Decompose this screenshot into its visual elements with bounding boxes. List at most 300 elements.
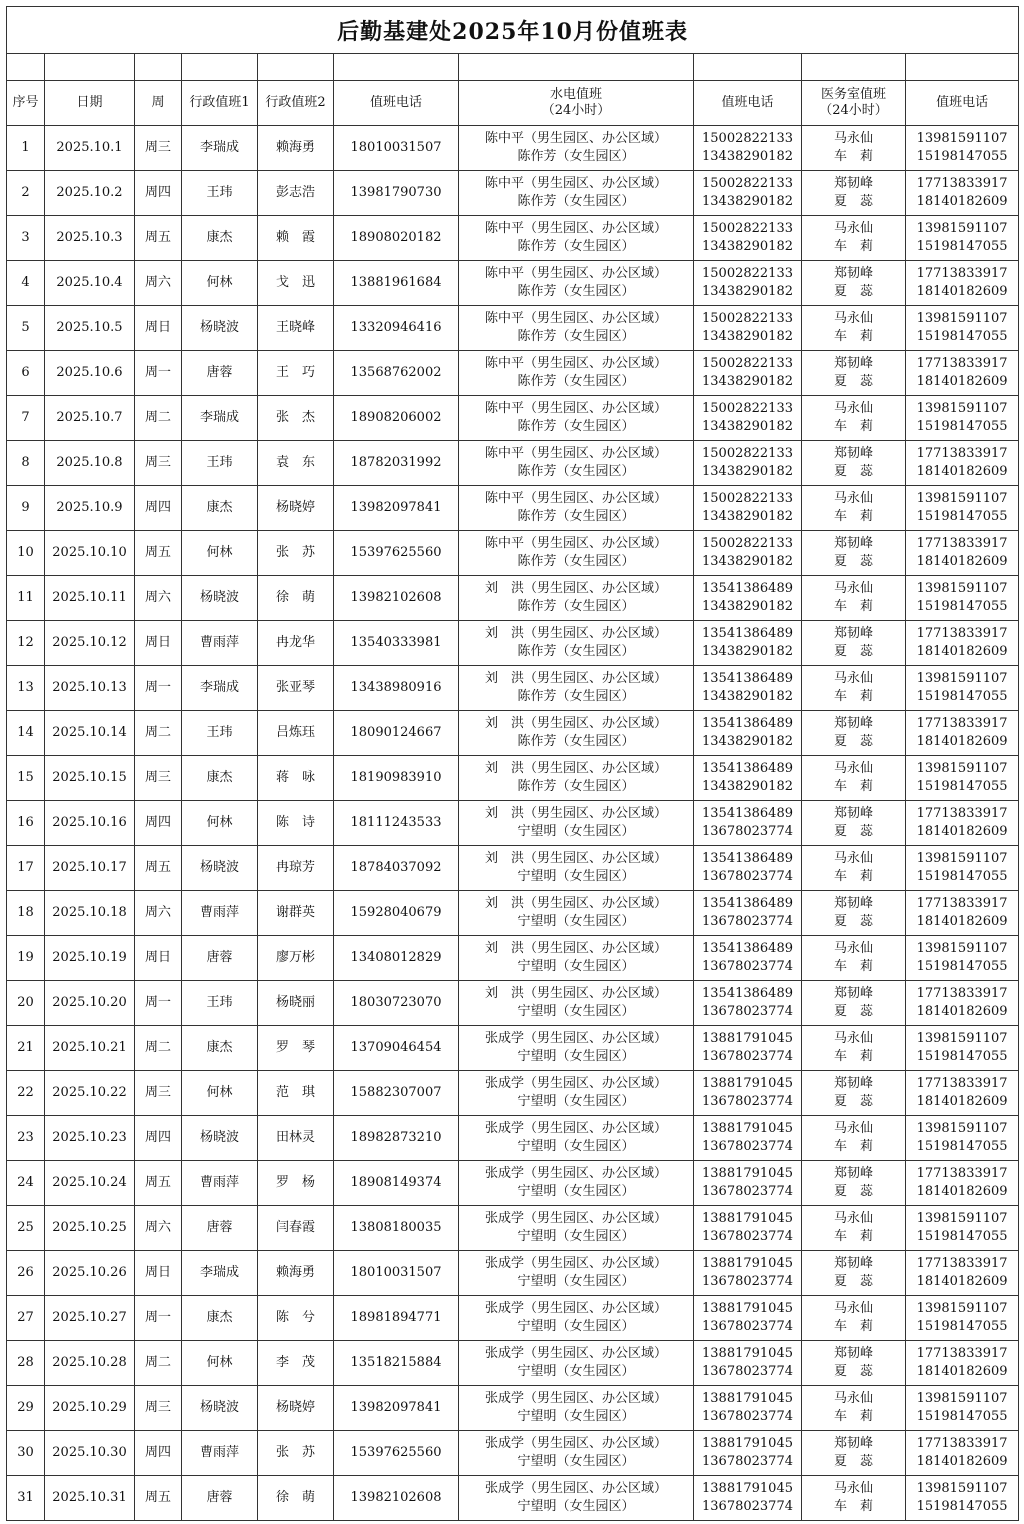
- utility-phone-cell-line: 13438290182: [702, 419, 793, 434]
- clinic-cell-line: 夏 蕊: [833, 914, 873, 929]
- utility-cell-line: 张成学（男生园区、办公区域）: [484, 1436, 667, 1451]
- clinic-phone-cell-line: 13981591107: [916, 1121, 1008, 1136]
- utility-cell-line: 刘 洪（男生园区、办公区域）: [484, 581, 667, 596]
- week-cell: 周三: [135, 756, 182, 801]
- admin2-cell: 杨晓婷: [258, 1386, 334, 1431]
- clinic-cell-line: 夏 蕊: [833, 644, 873, 659]
- utility-phone-cell-line: 13881791045: [702, 1166, 793, 1181]
- blank-cell: [182, 54, 258, 81]
- seq-cell: 21: [7, 1026, 45, 1071]
- seq-cell: 20: [7, 981, 45, 1026]
- clinic-phone-cell-line: 18140182609: [916, 1454, 1008, 1469]
- date-cell: 2025.10.26: [45, 1251, 135, 1296]
- utility-cell-line: 张成学（男生园区、办公区域）: [484, 1076, 667, 1091]
- clinic-cell: [802, 981, 906, 1026]
- utility-phone-cell-line: 15002822133: [702, 356, 793, 371]
- header-phone: 值班电话: [334, 81, 459, 126]
- admin2-cell: 陈 兮: [258, 1296, 334, 1341]
- seq-cell: 3: [7, 216, 45, 261]
- blank-cell: [459, 54, 694, 81]
- admin1-cell: 唐蓉: [182, 351, 258, 396]
- clinic-cell: [802, 756, 906, 801]
- header-admin2: 行政值班2: [258, 81, 334, 126]
- admin2-cell: 赖海勇: [258, 126, 334, 171]
- seq-cell: 8: [7, 441, 45, 486]
- utility-phone-cell-line: 15002822133: [702, 401, 793, 416]
- utility-phone-cell: [694, 351, 802, 396]
- clinic-cell-line: 车 莉: [833, 1139, 873, 1154]
- clinic-cell-line: 车 莉: [833, 419, 873, 434]
- clinic-cell-line: 郑韧峰: [833, 986, 873, 1001]
- clinic-cell-line: 郑韧峰: [833, 266, 873, 281]
- clinic-phone-cell-line: 13981591107: [916, 761, 1008, 776]
- header-utility-sub: （24小时）: [541, 103, 611, 118]
- utility-phone-cell-line: 13438290182: [702, 689, 793, 704]
- header-seq: 序号: [7, 81, 45, 126]
- clinic-phone-cell-line: 18140182609: [916, 1364, 1008, 1379]
- utility-cell-line: 陈中平（男生园区、办公区域）: [484, 131, 667, 146]
- date-cell: 2025.10.14: [45, 711, 135, 756]
- clinic-phone-cell: [906, 396, 1019, 441]
- utility-phone-cell-line: 13678023774: [702, 1004, 793, 1019]
- utility-phone-cell: [694, 171, 802, 216]
- week-cell: 周三: [135, 1386, 182, 1431]
- utility-phone-cell-line: 13438290182: [702, 644, 793, 659]
- phone-cell: 18908206002: [334, 396, 459, 441]
- admin2-cell: 罗 琴: [258, 1026, 334, 1071]
- clinic-phone-cell: [906, 1296, 1019, 1341]
- date-cell: 2025.10.21: [45, 1026, 135, 1071]
- table-body: [7, 7, 1019, 1521]
- clinic-phone-cell: [906, 486, 1019, 531]
- table-row: [7, 576, 1019, 621]
- header-clinic-phone: 值班电话: [906, 81, 1019, 126]
- clinic-cell: [802, 306, 906, 351]
- admin2-cell: 范 琪: [258, 1071, 334, 1116]
- clinic-cell-line: 车 莉: [833, 1499, 873, 1514]
- admin2-cell: 杨晓婷: [258, 486, 334, 531]
- table-row: [7, 1341, 1019, 1386]
- admin1-cell: 李瑞成: [182, 666, 258, 711]
- clinic-cell-line: 车 莉: [833, 1409, 873, 1424]
- clinic-phone-cell: [906, 801, 1019, 846]
- clinic-cell-line: 车 莉: [833, 239, 873, 254]
- utility-phone-cell: [694, 711, 802, 756]
- utility-cell-line: 陈中平（男生园区、办公区域）: [484, 446, 667, 461]
- header-admin1: 行政值班1: [182, 81, 258, 126]
- seq-cell: 15: [7, 756, 45, 801]
- week-cell: 周三: [135, 441, 182, 486]
- utility-phone-cell-line: 15002822133: [702, 176, 793, 191]
- utility-phone-cell-line: 13541386489: [702, 806, 793, 821]
- date-cell: 2025.10.2: [45, 171, 135, 216]
- clinic-phone-cell-line: 15198147055: [916, 779, 1008, 794]
- seq-cell: 7: [7, 396, 45, 441]
- admin1-cell: 曹雨萍: [182, 1161, 258, 1206]
- clinic-phone-cell-line: 13981591107: [916, 221, 1008, 236]
- clinic-cell: [802, 801, 906, 846]
- clinic-phone-cell-line: 13981591107: [916, 671, 1008, 686]
- admin1-cell: 康杰: [182, 486, 258, 531]
- clinic-phone-cell-line: 13981591107: [916, 581, 1008, 596]
- clinic-cell: [802, 891, 906, 936]
- utility-phone-cell: [694, 1476, 802, 1521]
- utility-phone-cell-line: 13678023774: [702, 1364, 793, 1379]
- utility-phone-cell: [694, 486, 802, 531]
- phone-cell: 18982873210: [334, 1116, 459, 1161]
- admin1-cell: 李瑞成: [182, 396, 258, 441]
- admin1-cell: 杨晓波: [182, 1386, 258, 1431]
- phone-cell: 13568762002: [334, 351, 459, 396]
- utility-phone-cell: [694, 396, 802, 441]
- header-clinic-sub: （24小时）: [819, 103, 888, 118]
- utility-phone-cell-line: 13541386489: [702, 761, 793, 776]
- clinic-cell-line: 马永仙: [833, 1211, 873, 1226]
- header-row: [7, 81, 1019, 126]
- utility-cell: [459, 621, 694, 666]
- utility-cell-line: 宁望明（女生园区）: [517, 1454, 635, 1469]
- phone-cell: 18782031992: [334, 441, 459, 486]
- utility-cell-line: 刘 洪（男生园区、办公区域）: [484, 626, 667, 641]
- clinic-phone-cell-line: 18140182609: [916, 824, 1008, 839]
- utility-phone-cell-line: 13678023774: [702, 1229, 793, 1244]
- utility-cell: [459, 531, 694, 576]
- clinic-phone-cell-line: 15198147055: [916, 1499, 1008, 1514]
- utility-cell: [459, 1026, 694, 1071]
- header-week: 周: [135, 81, 182, 126]
- utility-cell-line: 刘 洪（男生园区、办公区域）: [484, 851, 667, 866]
- utility-phone-cell-line: 13438290182: [702, 194, 793, 209]
- seq-cell: 27: [7, 1296, 45, 1341]
- clinic-phone-cell: [906, 1071, 1019, 1116]
- clinic-phone-cell-line: 18140182609: [916, 1274, 1008, 1289]
- table-row: [7, 1026, 1019, 1071]
- utility-phone-cell-line: 13678023774: [702, 1139, 793, 1154]
- admin2-cell: 袁 东: [258, 441, 334, 486]
- week-cell: 周五: [135, 1476, 182, 1521]
- utility-cell-line: 陈中平（男生园区、办公区域）: [484, 401, 667, 416]
- clinic-cell-line: 车 莉: [833, 1049, 873, 1064]
- utility-cell-line: 宁望明（女生园区）: [517, 1004, 635, 1019]
- admin2-cell: 赖海勇: [258, 1251, 334, 1296]
- table-row: [7, 621, 1019, 666]
- phone-cell: 13982097841: [334, 486, 459, 531]
- clinic-phone-cell-line: 18140182609: [916, 554, 1008, 569]
- utility-phone-cell-line: 13438290182: [702, 734, 793, 749]
- clinic-phone-cell-line: 15198147055: [916, 599, 1008, 614]
- utility-phone-cell-line: 13438290182: [702, 509, 793, 524]
- week-cell: 周六: [135, 261, 182, 306]
- clinic-phone-cell-line: 15198147055: [916, 1139, 1008, 1154]
- table-row: [7, 1296, 1019, 1341]
- clinic-cell-line: 车 莉: [833, 509, 873, 524]
- clinic-phone-cell-line: 18140182609: [916, 734, 1008, 749]
- clinic-cell: [802, 711, 906, 756]
- clinic-phone-cell: [906, 1206, 1019, 1251]
- clinic-phone-cell-line: 18140182609: [916, 464, 1008, 479]
- clinic-phone-cell: [906, 846, 1019, 891]
- admin1-cell: 唐蓉: [182, 1476, 258, 1521]
- clinic-phone-cell: [906, 441, 1019, 486]
- date-cell: 2025.10.17: [45, 846, 135, 891]
- utility-phone-cell-line: 13678023774: [702, 824, 793, 839]
- table-row: [7, 1476, 1019, 1521]
- clinic-cell-line: 郑韧峰: [833, 446, 873, 461]
- admin2-cell: 张 苏: [258, 531, 334, 576]
- utility-cell: [459, 1206, 694, 1251]
- utility-cell: [459, 1296, 694, 1341]
- utility-phone-cell-line: 13678023774: [702, 1274, 793, 1289]
- clinic-phone-cell-line: 15198147055: [916, 1319, 1008, 1334]
- admin2-cell: 冉琼芳: [258, 846, 334, 891]
- admin1-cell: 曹雨萍: [182, 891, 258, 936]
- admin1-cell: 曹雨萍: [182, 1431, 258, 1476]
- utility-phone-cell: [694, 306, 802, 351]
- phone-cell: 13320946416: [334, 306, 459, 351]
- week-cell: 周四: [135, 1116, 182, 1161]
- seq-cell: 1: [7, 126, 45, 171]
- utility-phone-cell-line: 13438290182: [702, 374, 793, 389]
- header-utility-title: 水电值班: [549, 87, 602, 102]
- clinic-phone-cell-line: 13981591107: [916, 1031, 1008, 1046]
- week-cell: 周日: [135, 306, 182, 351]
- utility-phone-cell-line: 13438290182: [702, 464, 793, 479]
- date-cell: 2025.10.16: [45, 801, 135, 846]
- seq-cell: 5: [7, 306, 45, 351]
- clinic-cell-line: 夏 蕊: [833, 464, 873, 479]
- phone-cell: 13408012829: [334, 936, 459, 981]
- phone-cell: 18030723070: [334, 981, 459, 1026]
- week-cell: 周一: [135, 666, 182, 711]
- clinic-cell-line: 马永仙: [833, 581, 873, 596]
- clinic-cell-line: 马永仙: [833, 761, 873, 776]
- blank-cell: [7, 54, 45, 81]
- date-cell: 2025.10.20: [45, 981, 135, 1026]
- clinic-phone-cell: [906, 261, 1019, 306]
- utility-phone-cell-line: 13678023774: [702, 1454, 793, 1469]
- utility-cell-line: 陈中平（男生园区、办公区域）: [484, 311, 667, 326]
- date-cell: 2025.10.29: [45, 1386, 135, 1431]
- table-row: [7, 891, 1019, 936]
- utility-cell-line: 宁望明（女生园区）: [517, 1499, 635, 1514]
- utility-cell-line: 张成学（男生园区、办公区域）: [484, 1481, 667, 1496]
- clinic-cell-line: 车 莉: [833, 149, 873, 164]
- clinic-phone-cell-line: 17713833917: [916, 626, 1008, 641]
- clinic-phone-cell-line: 13981591107: [916, 851, 1008, 866]
- utility-phone-cell-line: 13541386489: [702, 851, 793, 866]
- week-cell: 周一: [135, 981, 182, 1026]
- admin1-cell: 曹雨萍: [182, 621, 258, 666]
- utility-phone-cell-line: 13541386489: [702, 671, 793, 686]
- utility-cell-line: 陈中平（男生园区、办公区域）: [484, 356, 667, 371]
- admin1-cell: 杨晓波: [182, 576, 258, 621]
- utility-cell: [459, 666, 694, 711]
- utility-phone-cell-line: 13881791045: [702, 1391, 793, 1406]
- date-cell: 2025.10.10: [45, 531, 135, 576]
- week-cell: 周二: [135, 1026, 182, 1071]
- clinic-cell-line: 郑韧峰: [833, 896, 873, 911]
- seq-cell: 19: [7, 936, 45, 981]
- date-cell: 2025.10.1: [45, 126, 135, 171]
- utility-cell-line: 宁望明（女生园区）: [517, 824, 635, 839]
- table-row: [7, 1206, 1019, 1251]
- utility-phone-cell: [694, 261, 802, 306]
- utility-cell-line: 宁望明（女生园区）: [517, 1319, 635, 1334]
- utility-cell-line: 张成学（男生园区、办公区域）: [484, 1346, 667, 1361]
- phone-cell: 13881961684: [334, 261, 459, 306]
- clinic-cell-line: 郑韧峰: [833, 176, 873, 191]
- utility-cell-line: 陈作芳（女生园区）: [517, 239, 635, 254]
- table-row: [7, 666, 1019, 711]
- utility-cell: [459, 1251, 694, 1296]
- week-cell: 周五: [135, 846, 182, 891]
- page-title: 后勤基建处2025年10月份值班表: [7, 7, 1019, 54]
- clinic-phone-cell-line: 13981591107: [916, 311, 1008, 326]
- clinic-phone-cell-line: 15198147055: [916, 239, 1008, 254]
- clinic-phone-cell: [906, 981, 1019, 1026]
- seq-cell: 4: [7, 261, 45, 306]
- utility-phone-cell: [694, 1026, 802, 1071]
- utility-cell-line: 张成学（男生园区、办公区域）: [484, 1121, 667, 1136]
- utility-phone-cell: [694, 936, 802, 981]
- utility-phone-cell-line: 13678023774: [702, 1499, 793, 1514]
- admin2-cell: 王 巧: [258, 351, 334, 396]
- clinic-phone-cell: [906, 576, 1019, 621]
- utility-phone-cell: [694, 891, 802, 936]
- admin1-cell: 何林: [182, 1071, 258, 1116]
- table-row: [7, 396, 1019, 441]
- utility-cell-line: 宁望明（女生园区）: [517, 959, 635, 974]
- admin1-cell: 王玮: [182, 171, 258, 216]
- clinic-cell-line: 夏 蕊: [833, 194, 873, 209]
- clinic-cell-line: 马永仙: [833, 1481, 873, 1496]
- seq-cell: 10: [7, 531, 45, 576]
- utility-phone-cell-line: 15002822133: [702, 131, 793, 146]
- clinic-phone-cell-line: 17713833917: [916, 1346, 1008, 1361]
- date-cell: 2025.10.30: [45, 1431, 135, 1476]
- utility-cell-line: 宁望明（女生园区）: [517, 1364, 635, 1379]
- clinic-cell-line: 夏 蕊: [833, 1004, 873, 1019]
- clinic-cell-line: 夏 蕊: [833, 1454, 873, 1469]
- utility-cell: [459, 261, 694, 306]
- clinic-phone-cell-line: 18140182609: [916, 374, 1008, 389]
- phone-cell: 13808180035: [334, 1206, 459, 1251]
- admin1-cell: 杨晓波: [182, 1116, 258, 1161]
- utility-cell-line: 陈中平（男生园区、办公区域）: [484, 491, 667, 506]
- week-cell: 周五: [135, 216, 182, 261]
- utility-phone-cell-line: 13881791045: [702, 1121, 793, 1136]
- clinic-phone-cell-line: 15198147055: [916, 1409, 1008, 1424]
- clinic-cell: [802, 531, 906, 576]
- clinic-cell: [802, 1116, 906, 1161]
- admin1-cell: 何林: [182, 801, 258, 846]
- utility-cell: [459, 1071, 694, 1116]
- utility-phone-cell-line: 13678023774: [702, 869, 793, 884]
- week-cell: 周二: [135, 1341, 182, 1386]
- date-cell: 2025.10.7: [45, 396, 135, 441]
- clinic-cell: [802, 1386, 906, 1431]
- week-cell: 周四: [135, 1431, 182, 1476]
- seq-cell: 30: [7, 1431, 45, 1476]
- utility-cell: [459, 801, 694, 846]
- seq-cell: 17: [7, 846, 45, 891]
- clinic-phone-cell: [906, 1476, 1019, 1521]
- utility-cell-line: 张成学（男生园区、办公区域）: [484, 1211, 667, 1226]
- admin2-cell: 张 苏: [258, 1431, 334, 1476]
- blank-cell: [802, 54, 906, 81]
- utility-cell-line: 陈中平（男生园区、办公区域）: [484, 221, 667, 236]
- utility-cell: [459, 1116, 694, 1161]
- date-cell: 2025.10.19: [45, 936, 135, 981]
- date-cell: 2025.10.27: [45, 1296, 135, 1341]
- clinic-phone-cell-line: 15198147055: [916, 149, 1008, 164]
- duty-roster-table: [6, 6, 1019, 1521]
- clinic-cell-line: 车 莉: [833, 779, 873, 794]
- utility-cell-line: 宁望明（女生园区）: [517, 869, 635, 884]
- admin1-cell: 杨晓波: [182, 306, 258, 351]
- clinic-phone-cell: [906, 171, 1019, 216]
- admin2-cell: 罗 杨: [258, 1161, 334, 1206]
- clinic-phone-cell-line: 13981591107: [916, 131, 1008, 146]
- utility-cell-line: 陈中平（男生园区、办公区域）: [484, 266, 667, 281]
- week-cell: 周二: [135, 396, 182, 441]
- utility-phone-cell-line: 13678023774: [702, 959, 793, 974]
- clinic-phone-cell: [906, 1431, 1019, 1476]
- clinic-cell-line: 马永仙: [833, 131, 873, 146]
- clinic-phone-cell: [906, 1341, 1019, 1386]
- clinic-phone-cell-line: 13981591107: [916, 1301, 1008, 1316]
- seq-cell: 26: [7, 1251, 45, 1296]
- table-row: [7, 261, 1019, 306]
- clinic-phone-cell-line: 13981591107: [916, 1211, 1008, 1226]
- seq-cell: 9: [7, 486, 45, 531]
- phone-cell: 18908020182: [334, 216, 459, 261]
- seq-cell: 13: [7, 666, 45, 711]
- admin2-cell: 王晓峰: [258, 306, 334, 351]
- phone-cell: 13982102608: [334, 1476, 459, 1521]
- utility-cell: [459, 441, 694, 486]
- clinic-phone-cell-line: 18140182609: [916, 1094, 1008, 1109]
- utility-cell: [459, 1386, 694, 1431]
- utility-phone-cell-line: 13881791045: [702, 1436, 793, 1451]
- seq-cell: 12: [7, 621, 45, 666]
- utility-phone-cell-line: 13438290182: [702, 329, 793, 344]
- utility-phone-cell-line: 13438290182: [702, 599, 793, 614]
- utility-cell-line: 宁望明（女生园区）: [517, 914, 635, 929]
- utility-cell-line: 宁望明（女生园区）: [517, 1094, 635, 1109]
- seq-cell: 11: [7, 576, 45, 621]
- admin2-cell: 吕炼珏: [258, 711, 334, 756]
- date-cell: 2025.10.31: [45, 1476, 135, 1521]
- clinic-cell-line: 郑韧峰: [833, 1166, 873, 1181]
- week-cell: 周一: [135, 1296, 182, 1341]
- admin1-cell: 康杰: [182, 756, 258, 801]
- clinic-phone-cell-line: 15198147055: [916, 509, 1008, 524]
- clinic-cell-line: 郑韧峰: [833, 536, 873, 551]
- utility-cell-line: 刘 洪（男生园区、办公区域）: [484, 986, 667, 1001]
- phone-cell: 15882307007: [334, 1071, 459, 1116]
- clinic-phone-cell-line: 15198147055: [916, 329, 1008, 344]
- date-cell: 2025.10.23: [45, 1116, 135, 1161]
- utility-phone-cell-line: 15002822133: [702, 536, 793, 551]
- clinic-cell: [802, 1206, 906, 1251]
- table-row: [7, 1431, 1019, 1476]
- clinic-phone-cell-line: 18140182609: [916, 644, 1008, 659]
- table-row: [7, 1071, 1019, 1116]
- clinic-phone-cell: [906, 666, 1019, 711]
- utility-phone-cell: [694, 1296, 802, 1341]
- clinic-phone-cell-line: 15198147055: [916, 689, 1008, 704]
